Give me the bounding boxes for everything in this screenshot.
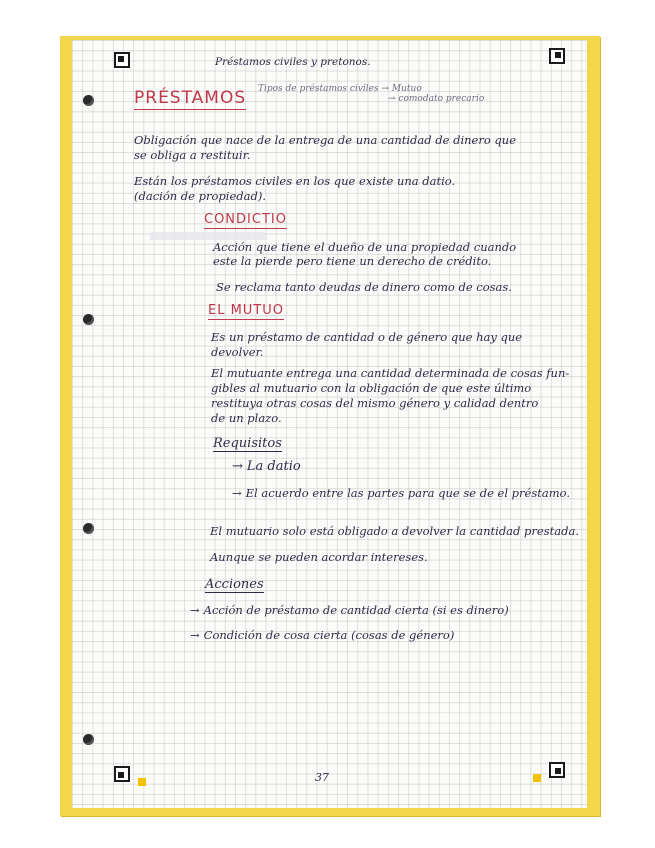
mutuo-paragraph-line: restituya otras cosas del mismo género y calidad dentro [211, 396, 539, 410]
arrow-icon: → [190, 628, 200, 642]
highlighter-mark [150, 232, 265, 240]
page-number: 37 [315, 771, 329, 784]
mutuo-paragraph-line: gibles al mutuario con la obligación de que este último [211, 381, 532, 395]
arrow-icon: → [190, 603, 200, 617]
arrow-icon: → [232, 459, 243, 474]
requisitos-heading: Requisitos [213, 436, 282, 451]
mutuo-paragraph-line: El mutuante entrega una cantidad determinada de cosas fun- [211, 366, 570, 380]
main-heading: PRÉSTAMOS [134, 88, 247, 108]
condictio-line: este la pierde pero tiene un derecho de crédito. [213, 254, 492, 268]
acciones-item: → Acción de préstamo de cantidad cierta (si es dinero) [190, 603, 509, 617]
estan-line: Están los préstamos civiles en los que existe una datio. [134, 174, 456, 188]
binder-hole [83, 314, 94, 325]
page-top-title: Préstamos civiles y pretonos. [215, 56, 371, 68]
condictio-heading: CONDICTIO [204, 212, 287, 227]
arrow-icon: → [232, 486, 242, 500]
definition-line: Obligación que nace de la entrega de una cantidad de dinero que [134, 133, 516, 147]
yellow-square-marker [533, 774, 541, 782]
mutuario-line: El mutuario solo está obligado a devolver la cantidad prestada. [210, 524, 579, 538]
corner-marker-icon [549, 48, 565, 64]
corner-marker-icon [114, 52, 130, 68]
binder-hole [83, 734, 94, 745]
mutuo-heading: EL MUTUO [208, 303, 285, 318]
definition-line: se obliga a restituir. [134, 148, 251, 162]
binder-hole [83, 523, 94, 534]
binder-hole [83, 95, 94, 106]
corner-marker-icon [114, 766, 130, 782]
mutuo-line: Es un préstamo de cantidad o de género que hay que [211, 330, 523, 344]
estan-line: (dación de propiedad). [134, 189, 266, 203]
acciones-heading: Acciones [205, 577, 264, 592]
types-note-label: Tipos de préstamos civiles → Mutuo [258, 84, 422, 94]
condictio-line: Acción que tiene el dueño de una propiedad cuando [213, 240, 517, 254]
acciones-item: → Condición de cosa cierta (cosas de género) [190, 628, 455, 642]
condictio-line: Se reclama tanto deudas de dinero como de cosas. [216, 280, 512, 294]
requisitos-item: → El acuerdo entre las partes para que se de el préstamo. [232, 486, 571, 500]
requisitos-item: → La datio [232, 459, 301, 474]
yellow-square-marker [138, 778, 146, 786]
mutuario-line: Aunque se pueden acordar intereses. [210, 550, 428, 564]
mutuo-line: devolver. [211, 345, 264, 359]
mutuo-paragraph-line: de un plazo. [211, 411, 282, 425]
types-note-item2: → comodato precario [388, 94, 485, 104]
corner-marker-icon [549, 762, 565, 778]
